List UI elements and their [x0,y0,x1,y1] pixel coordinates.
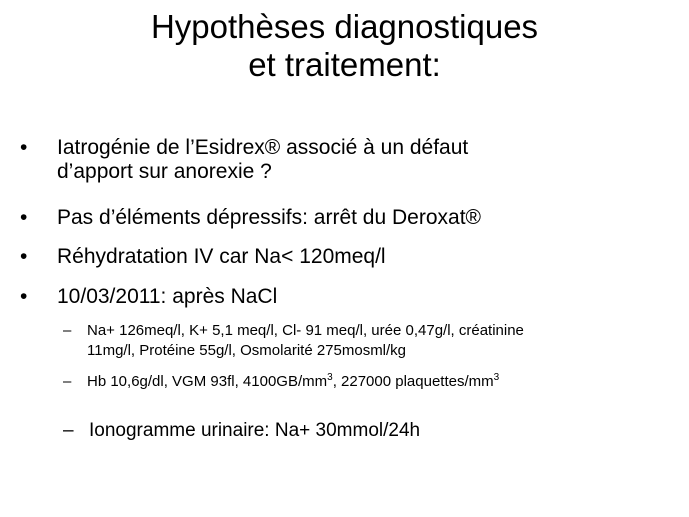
hemogramme-text-part-1: Hb 10,6g/dl, VGM 93fl, 4100GB/mm [87,373,328,390]
dash-icon: – [63,420,74,441]
bullet-icon: • [20,206,28,229]
dash-icon: – [63,322,72,339]
slide-title-line-2: et traitement: [248,46,441,83]
slide-title-line-1: Hypothèses diagnostiques [150,8,539,45]
bullet-text-line: Iatrogénie de l’Esidrex® associé à un défaut [57,136,469,159]
bullet-icon: • [20,285,28,308]
bullet-text [57,206,657,230]
bullet-icon: • [20,245,28,268]
bullet-text [57,285,657,309]
superscript: 3 [327,372,333,383]
bullet-text-line: Réhydratation IV car Na< 120meq/l [57,245,386,268]
bullet-text-line: 10/03/2011: après NaCl [57,285,278,308]
bullet-text [57,136,657,184]
sub-item-text-line: Na+ 126meq/l, K+ 5,1 meq/l, Cl- 91 meq/l, urée 0,47g/l, créatinine [87,322,524,339]
bullet-icon: • [20,136,28,159]
hemogramme-text-part-2: , 227000 plaquettes/mm [332,373,494,390]
sub-item-text [87,372,677,392]
superscript: 3 [493,372,500,383]
slide-title [0,8,689,84]
sub-item-text-line: Ionogramme urinaire: Na+ 30mmol/24h [89,420,421,441]
sub-item-text [87,321,677,361]
bullet-text [57,245,657,269]
bullet-text-line: d’apport sur anorexie ? [57,160,272,183]
sub-item-text-line: 11mg/l, Protéine 55g/l, Osmolarité 275mosml/kg [87,342,407,359]
sub-item-text-line [87,372,677,392]
sub-item-text [89,420,679,442]
dash-icon: – [63,373,72,390]
bullet-text-line: Pas d’éléments dépressifs: arrêt du Deroxat® [57,206,481,229]
